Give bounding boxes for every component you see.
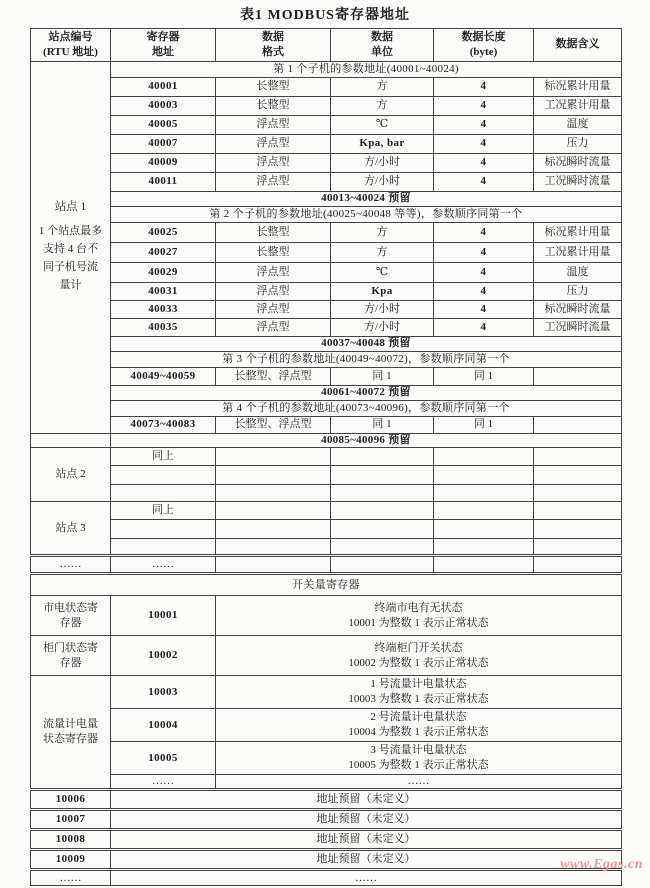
empty-cell bbox=[216, 448, 331, 466]
register-address-cell: 10003 bbox=[111, 676, 216, 709]
table-title: 表1 MODBUS寄存器地址 bbox=[240, 8, 410, 23]
register-address-cell: 10006 bbox=[31, 790, 111, 810]
mains-status-register-row bbox=[31, 596, 622, 636]
empty-cell bbox=[434, 466, 534, 485]
data-unit-cell: 方/小时 bbox=[331, 173, 434, 192]
data-unit-cell: 方 bbox=[331, 243, 434, 263]
door-status-register-row bbox=[31, 636, 622, 676]
station-2-row bbox=[31, 485, 622, 502]
reserved-range-row bbox=[31, 386, 622, 401]
empty-cell bbox=[111, 539, 216, 556]
reserved-address-row bbox=[31, 850, 622, 870]
register-row bbox=[31, 263, 622, 283]
col-header-data-unit: 数据 单位 bbox=[331, 29, 434, 62]
data-unit-cell: 同 1 bbox=[331, 368, 434, 386]
empty-cell bbox=[216, 556, 331, 574]
same-as-above-cell: 同上 bbox=[111, 502, 216, 520]
ellipsis-cell: …… bbox=[111, 870, 622, 886]
col-header-data-format: 数据 格式 bbox=[216, 29, 331, 62]
register-row bbox=[31, 368, 622, 386]
register-address-cell: 40073~40083 bbox=[111, 417, 216, 434]
station-1-note: 1 个站点最多 支持 4 台不 同子机号流 量计 bbox=[38, 224, 103, 292]
reserved-range-row bbox=[31, 192, 622, 207]
station-3-row bbox=[31, 502, 622, 520]
data-length-cell: 4 bbox=[434, 223, 534, 243]
submachine-2-section-header: 第 2 个子机的参数地址(40025~40048 等等)，参数顺序同第一个 bbox=[111, 207, 622, 223]
data-meaning-cell bbox=[534, 368, 622, 386]
data-unit-cell: 方 bbox=[331, 223, 434, 243]
data-length-cell: 4 bbox=[434, 283, 534, 301]
register-address-cell: 40033 bbox=[111, 301, 216, 319]
register-row bbox=[31, 173, 622, 192]
empty-cell bbox=[216, 485, 331, 502]
empty-cell bbox=[331, 520, 434, 539]
switch-register-section-title: 开关量寄存器 bbox=[31, 574, 622, 596]
register-address-cell: 10007 bbox=[31, 810, 111, 830]
register-row bbox=[31, 283, 622, 301]
data-format-cell: 浮点型 bbox=[216, 154, 331, 173]
ellipsis-row bbox=[31, 556, 622, 574]
register-row bbox=[31, 417, 622, 434]
data-meaning-cell: 工况累计用量 bbox=[534, 97, 622, 116]
empty-cell bbox=[331, 556, 434, 574]
station-3-row bbox=[31, 520, 622, 539]
register-address-cell: 40003 bbox=[111, 97, 216, 116]
register-row bbox=[31, 135, 622, 154]
reserved-range-cell: 40037~40048 预留 bbox=[111, 337, 622, 352]
register-description-cell: 终端柜门开关状态 10002 为整数 1 表示正常状态 bbox=[216, 636, 622, 676]
register-address-cell: 40049~40059 bbox=[111, 368, 216, 386]
empty-cell bbox=[331, 539, 434, 556]
data-unit-cell: ℃ bbox=[331, 116, 434, 135]
data-format-cell: 浮点型 bbox=[216, 283, 331, 301]
register-address-cell: 10004 bbox=[111, 709, 216, 742]
station-3-cell: 站点 3 bbox=[31, 502, 111, 556]
empty-cell bbox=[111, 485, 216, 502]
empty-cell bbox=[534, 466, 622, 485]
reserved-address-row bbox=[31, 830, 622, 850]
empty-cell bbox=[434, 556, 534, 574]
empty-cell bbox=[216, 502, 331, 520]
reserved-address-row bbox=[31, 810, 622, 830]
station-2-row bbox=[31, 466, 622, 485]
submachine-3-section-row bbox=[31, 352, 622, 368]
data-length-cell: 4 bbox=[434, 97, 534, 116]
reserved-address-row bbox=[31, 790, 622, 810]
empty-cell bbox=[331, 466, 434, 485]
register-address-cell: 40005 bbox=[111, 116, 216, 135]
empty-cell bbox=[534, 485, 622, 502]
data-meaning-cell: 标况累计用量 bbox=[534, 78, 622, 97]
reserved-description-cell: 地址预留（未定义） bbox=[111, 810, 622, 830]
reserved-description-cell: 地址预留（未定义） bbox=[111, 850, 622, 870]
empty-cell bbox=[534, 502, 622, 520]
data-length-cell: 4 bbox=[434, 78, 534, 97]
station-2-cell: 站点 2 bbox=[31, 448, 111, 502]
data-meaning-cell: 温度 bbox=[534, 116, 622, 135]
data-length-cell: 4 bbox=[434, 135, 534, 154]
data-unit-cell: 方 bbox=[331, 78, 434, 97]
data-format-cell: 浮点型 bbox=[216, 263, 331, 283]
data-length-cell: 4 bbox=[434, 154, 534, 173]
empty-cell bbox=[216, 466, 331, 485]
empty-cell bbox=[534, 520, 622, 539]
submachine-4-section-row bbox=[31, 401, 622, 417]
switch-register-section-row bbox=[31, 574, 622, 596]
empty-cell bbox=[434, 502, 534, 520]
empty-cell bbox=[534, 556, 622, 574]
data-format-cell: 长整型、浮点型 bbox=[216, 417, 331, 434]
register-address-cell: 40027 bbox=[111, 243, 216, 263]
meter-battery-register-row bbox=[31, 676, 622, 709]
ellipsis-cell: …… bbox=[111, 775, 216, 790]
reserved-description-cell: 地址预留（未定义） bbox=[111, 790, 622, 810]
data-format-cell: 浮点型 bbox=[216, 319, 331, 337]
data-length-cell: 4 bbox=[434, 319, 534, 337]
data-unit-cell: Kpa bbox=[331, 283, 434, 301]
empty-cell bbox=[434, 448, 534, 466]
data-format-cell: 长整型 bbox=[216, 97, 331, 116]
empty-cell bbox=[434, 485, 534, 502]
data-meaning-cell: 标况瞬时流量 bbox=[534, 154, 622, 173]
ellipsis-cell: …… bbox=[31, 556, 111, 574]
register-address-cell: 40011 bbox=[111, 173, 216, 192]
data-meaning-cell: 标况瞬时流量 bbox=[534, 301, 622, 319]
register-address-cell: 40029 bbox=[111, 263, 216, 283]
register-address-cell: 10002 bbox=[111, 636, 216, 676]
register-row bbox=[31, 97, 622, 116]
data-unit-cell: 方/小时 bbox=[331, 319, 434, 337]
data-unit-cell: ℃ bbox=[331, 263, 434, 283]
register-description-cell: 1 号流量计电量状态 10003 为整数 1 表示正常状态 bbox=[216, 676, 622, 709]
data-unit-cell: 方/小时 bbox=[331, 301, 434, 319]
register-row bbox=[31, 243, 622, 263]
data-format-cell: 长整型、浮点型 bbox=[216, 368, 331, 386]
ellipsis-row bbox=[31, 870, 622, 886]
data-length-cell: 4 bbox=[434, 173, 534, 192]
data-unit-cell: 方/小时 bbox=[331, 154, 434, 173]
register-description-cell: 终端市电有无状态 10001 为整数 1 表示正常状态 bbox=[216, 596, 622, 636]
data-unit-cell: 同 1 bbox=[331, 417, 434, 434]
data-length-cell: 4 bbox=[434, 116, 534, 135]
register-address-cell: 40035 bbox=[111, 319, 216, 337]
register-address-cell: 10009 bbox=[31, 850, 111, 870]
empty-cell bbox=[216, 539, 331, 556]
empty-cell bbox=[434, 539, 534, 556]
submachine-1-section-header: 第 1 个子机的参数地址(40001~40024) bbox=[111, 62, 622, 78]
register-row bbox=[31, 319, 622, 337]
same-as-above-cell: 同上 bbox=[111, 448, 216, 466]
col-header-station: 站点编号 (RTU 地址) bbox=[31, 29, 111, 62]
data-meaning-cell: 压力 bbox=[534, 135, 622, 154]
data-meaning-cell: 压力 bbox=[534, 283, 622, 301]
data-format-cell: 浮点型 bbox=[216, 116, 331, 135]
register-address-cell: 10008 bbox=[31, 830, 111, 850]
register-address-cell: 10001 bbox=[111, 596, 216, 636]
station-2-row bbox=[31, 448, 622, 466]
data-length-cell: 同 1 bbox=[434, 368, 534, 386]
register-row bbox=[31, 78, 622, 97]
reserved-range-cell: 40061~40072 预留 bbox=[111, 386, 622, 401]
station-3-row bbox=[31, 539, 622, 556]
data-unit-cell: 方 bbox=[331, 97, 434, 116]
meter-battery-register-row bbox=[31, 742, 622, 775]
register-row bbox=[31, 116, 622, 135]
register-address-cell: 40001 bbox=[111, 78, 216, 97]
empty-cell bbox=[216, 520, 331, 539]
data-meaning-cell: 工况瞬时流量 bbox=[534, 173, 622, 192]
data-length-cell: 4 bbox=[434, 243, 534, 263]
data-meaning-cell bbox=[534, 417, 622, 434]
register-address-cell: 10005 bbox=[111, 742, 216, 775]
data-length-cell: 4 bbox=[434, 263, 534, 283]
empty-cell bbox=[331, 485, 434, 502]
register-address-cell: 40009 bbox=[111, 154, 216, 173]
data-meaning-cell: 工况累计用量 bbox=[534, 243, 622, 263]
ellipsis-cell: …… bbox=[216, 775, 622, 790]
ellipsis-cell: …… bbox=[31, 870, 111, 886]
data-length-cell: 同 1 bbox=[434, 417, 534, 434]
empty-cell bbox=[534, 448, 622, 466]
ellipsis-cell: …… bbox=[111, 556, 216, 574]
station-1-cell bbox=[31, 62, 111, 434]
data-length-cell: 4 bbox=[434, 301, 534, 319]
col-header-register-address: 寄存器 地址 bbox=[111, 29, 216, 62]
meter-battery-register-row bbox=[31, 709, 622, 742]
reserved-range-cell: 40013~40024 预留 bbox=[111, 192, 622, 207]
submachine-4-section-header: 第 4 个子机的参数地址(40073~40096)，参数顺序同第一个 bbox=[111, 401, 622, 417]
submachine-2-section-row bbox=[31, 207, 622, 223]
register-description-cell: 2 号流量计电量状态 10004 为整数 1 表示正常状态 bbox=[216, 709, 622, 742]
reserved-range-cell: 40085~40096 预留 bbox=[111, 434, 622, 448]
register-address-cell: 40025 bbox=[111, 223, 216, 243]
data-meaning-cell: 温度 bbox=[534, 263, 622, 283]
empty-cell bbox=[331, 448, 434, 466]
reserved-description-cell: 地址预留（未定义） bbox=[111, 830, 622, 850]
data-unit-cell: Kpa, bar bbox=[331, 135, 434, 154]
empty-cell bbox=[111, 466, 216, 485]
station-1-label: 站点 1 bbox=[54, 200, 87, 213]
watermark: www.Egas.cn bbox=[560, 857, 643, 872]
register-description-cell: 3 号流量计电量状态 10005 为整数 1 表示正常状态 bbox=[216, 742, 622, 775]
meter-battery-register-name: 流量计电量 状态寄存器 bbox=[31, 676, 111, 790]
register-row bbox=[31, 223, 622, 243]
data-meaning-cell: 标况累计用量 bbox=[534, 223, 622, 243]
header-row bbox=[31, 29, 622, 62]
door-status-register-name: 柜门状态寄 存器 bbox=[31, 636, 111, 676]
submachine-1-section-row bbox=[31, 62, 622, 78]
empty-cell bbox=[111, 520, 216, 539]
data-format-cell: 长整型 bbox=[216, 223, 331, 243]
modbus-register-table bbox=[30, 28, 622, 886]
data-meaning-cell: 工况瞬时流量 bbox=[534, 319, 622, 337]
mains-status-register-name: 市电状态寄 存器 bbox=[31, 596, 111, 636]
data-format-cell: 长整型 bbox=[216, 78, 331, 97]
reserved-range-row bbox=[31, 337, 622, 352]
empty-cell bbox=[31, 434, 111, 448]
data-format-cell: 浮点型 bbox=[216, 173, 331, 192]
register-row bbox=[31, 301, 622, 319]
register-address-cell: 40031 bbox=[111, 283, 216, 301]
empty-cell bbox=[331, 502, 434, 520]
empty-cell bbox=[534, 539, 622, 556]
data-format-cell: 浮点型 bbox=[216, 135, 331, 154]
col-header-data-meaning: 数据含义 bbox=[534, 29, 622, 62]
register-address-cell: 40007 bbox=[111, 135, 216, 154]
register-row bbox=[31, 154, 622, 173]
submachine-3-section-header: 第 3 个子机的参数地址(40049~40072)，参数顺序同第一个 bbox=[111, 352, 622, 368]
data-format-cell: 长整型 bbox=[216, 243, 331, 263]
empty-cell bbox=[434, 520, 534, 539]
col-header-data-length: 数据长度 (byte) bbox=[434, 29, 534, 62]
reserved-range-row bbox=[31, 434, 622, 448]
data-format-cell: 浮点型 bbox=[216, 301, 331, 319]
ellipsis-row bbox=[31, 775, 622, 790]
